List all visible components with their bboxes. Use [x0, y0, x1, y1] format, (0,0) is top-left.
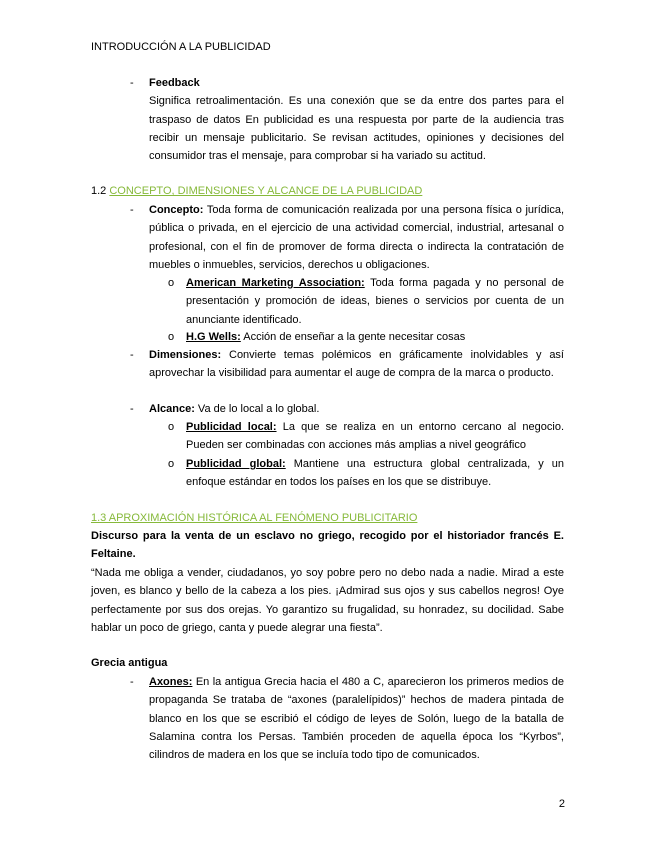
section-12-title: CONCEPTO, DIMENSIONES Y ALCANCE DE LA PUBLICIDAD — [109, 185, 423, 197]
list-bullet: o — [168, 458, 175, 470]
publicidad-global-text: Mantiene una estructura global centralizada, y un enfoque estándar en todos los países en los que se distribuye. — [186, 458, 564, 489]
publicidad-global-item — [186, 455, 564, 492]
running-header: INTRODUCCIÓN A LA PUBLICIDAD — [91, 41, 271, 53]
section-12-number: 1.2 — [91, 185, 107, 197]
ama-text: Toda forma pagada y no personal de presentación y promoción de ideas, bienes o servicios por cuenta de un anunciante identificado. — [186, 277, 565, 326]
hg-wells-label: H.G Wells: — [186, 331, 241, 343]
axones-text: En la antigua Grecia hacia el 480 a C, aparecieron los primeros medios de propaganda Se trataba de “axones (paralelípidos)” hechos de madera pintada de blanco en los que se escribió el código de leyes de Solón, luego de la batalla de Salamina contra los Persas. También proceden de aquella época los “Kyrbos”, cilindros de madera en los que se incluía todo tipo de comunicados. — [149, 676, 564, 762]
hg-wells-text: Acción de enseñar a la gente necesitar cosas — [243, 331, 466, 343]
discurso-quote: “Nada me obliga a vender, ciudadanos, yo soy pobre pero no debo nada a nadie. Mirad a este joven, es blanco y bello de la cabeza a los pies. ¡Admirad sus ojos y sus cabellos negros! Oye perfectamente por sus dos orejas. Yo garantizo su frugalidad, su honradez, su docilidad. Sabe hablar un poco de griego, canta y puede alegrar una fiesta”. — [91, 567, 564, 634]
dimensiones-item — [149, 346, 564, 383]
list-dash: - — [130, 403, 134, 415]
list-bullet: o — [168, 331, 175, 343]
alcance-label: Alcance: — [149, 403, 195, 415]
publicidad-local-label: Publicidad local: — [186, 421, 277, 433]
alcance-item — [149, 400, 564, 418]
list-dash: - — [130, 77, 134, 89]
feedback-item — [149, 74, 564, 165]
concepto-text: Toda forma de comunicación realizada por una persona física o jurídica, pública o privada, en el ejercicio de una actividad comercial, industrial, artesanal o profesional, con el fin de promover de forma directa o indirecta la contratación de muebles o inmuebles, servicios, derechos u obligaciones. — [149, 204, 564, 271]
concepto-label: Concepto: — [149, 204, 204, 216]
page-number: 2 — [558, 798, 565, 810]
publicidad-local-item — [186, 418, 564, 455]
list-bullet: o — [168, 421, 175, 433]
hg-wells-item — [186, 328, 564, 346]
list-dash: - — [130, 204, 134, 216]
discurso-title: Discurso para la venta de un esclavo no griego, recogido por el historiador francés E. Feltaine. — [91, 530, 564, 561]
axones-label: Axones: — [149, 676, 193, 688]
dimensiones-label: Dimensiones: — [149, 349, 222, 361]
publicidad-global-label: Publicidad global: — [186, 458, 286, 470]
feedback-title: Feedback — [149, 77, 200, 89]
section-13-heading: 1.3 APROXIMACIÓN HISTÓRICA AL FENÓMENO PUBLICITARIO — [91, 512, 418, 524]
alcance-text: Va de lo local a lo global. — [197, 403, 320, 415]
list-dash: - — [130, 349, 134, 361]
dimensiones-text: Convierte temas polémicos en gráficamente inolvidables y así aprovechar la visibilidad para aumentar el auge de compra de la marca o producto. — [149, 349, 564, 380]
axones-item — [149, 673, 564, 764]
feedback-text: Significa retroalimentación. Es una conexión que se da entre dos partes para el traspaso de datos En publicidad es una respuesta por parte de la audiencia tras recibir un mensaje publicitario. Se revisan actitudes, opiniones y decisiones del consumidor tras el mensaje, para comprobar si ha variado su actitud. — [149, 95, 564, 163]
list-bullet: o — [168, 277, 175, 289]
publicidad-local-text: La que se realiza en un entorno cercano al negocio. Pueden ser combinadas con acciones más amplias a nivel geográfico — [186, 421, 564, 452]
concepto-item — [149, 201, 564, 274]
ama-label: American Marketing Association: — [186, 277, 365, 289]
grecia-antigua-heading: Grecia antigua — [91, 657, 168, 669]
section-12-heading — [91, 182, 571, 200]
list-dash: - — [130, 676, 134, 688]
ama-item — [186, 274, 564, 329]
